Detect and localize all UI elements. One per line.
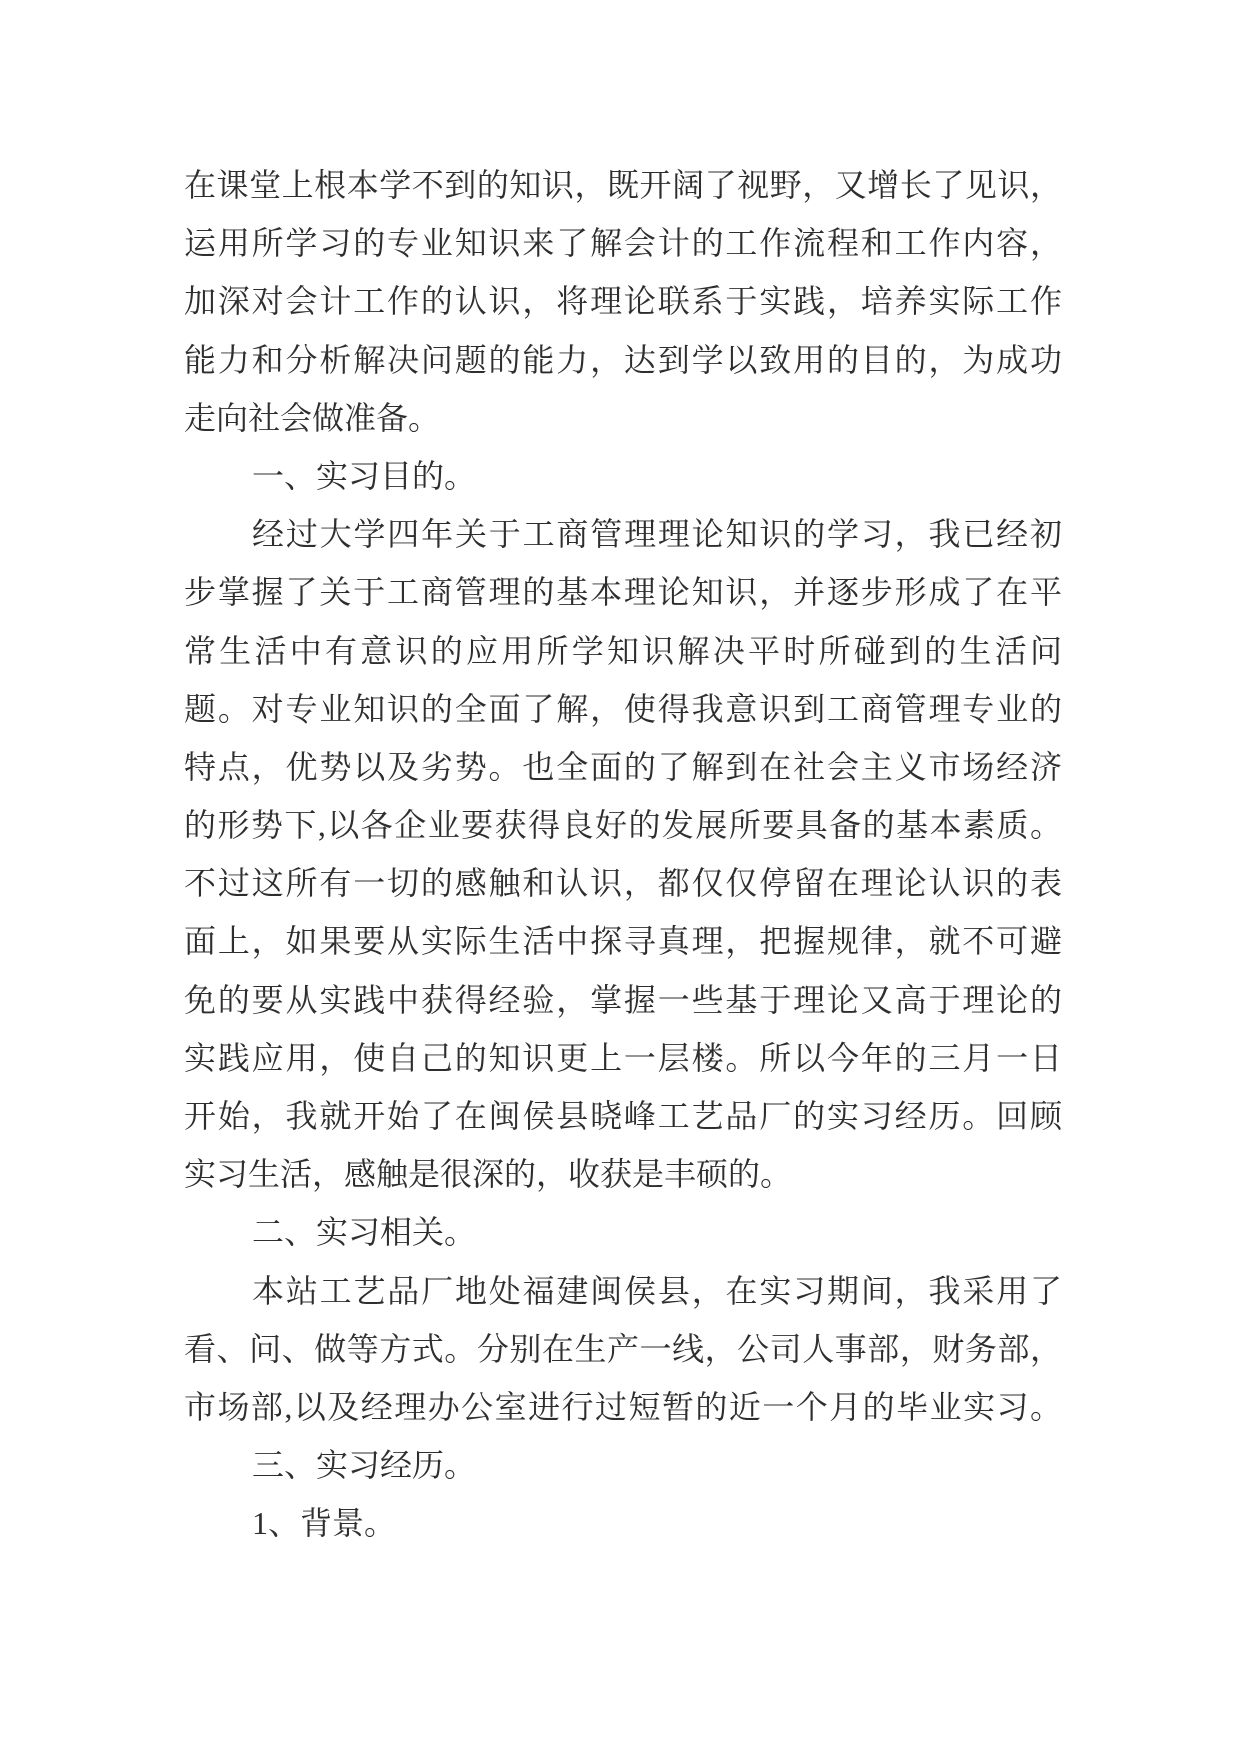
text-line: 本站工艺品厂地处福建闽侯县，在实习期间，我采用了 [252,1272,1062,1309]
text-line: 题。对专业知识的全面了解，使得我意识到工商管理专业的 [184,690,1062,727]
text-line: 经过大学四年关于工商管理理论知识的学习，我已经初 [252,516,1062,553]
heading-line: 三、实习经历。 [252,1447,477,1484]
text-line: 加深对会计工作的认识，将理论联系于实践，培养实际工作 [184,283,1062,320]
document-text-block [184,156,1062,1553]
text-line: 在课堂上根本学不到的知识，既开阔了视野，又增长了见识， [184,167,1062,203]
text-line: 开始，我就开始了在闽侯县晓峰工艺品厂的实习经历。回顾 [184,1098,1062,1134]
text-line: 的形势下,以各企业要获得良好的发展所要具备的基本素质。 [184,807,1062,844]
text-line: 运用所学习的专业知识来了解会计的工作流程和工作内容， [184,225,1062,262]
text-line: 能力和分析解决问题的能力，达到学以致用的目的，为成功 [184,341,1062,378]
heading-line: 二、实习相关。 [252,1214,477,1251]
text-line: 实习生活，感触是很深的，收获是丰硕的。 [184,1156,793,1193]
text-line: 实践应用，使自己的知识更上一层楼。所以今年的三月一日 [184,1039,1062,1076]
text-line: 免的要从实践中获得经验，掌握一些基于理论又高于理论的 [184,981,1062,1018]
text-line: 常生活中有意识的应用所学知识解决平时所碰到的生活问 [184,632,1062,669]
heading-line: 一、实习目的。 [252,457,477,494]
text-line: 不过这所有一切的感触和认识，都仅仅停留在理论认识的表 [184,865,1062,902]
text-line: 特点，优势以及劣势。也全面的了解到在社会主义市场经济 [184,748,1062,785]
text-line: 走向社会做准备。 [184,399,441,436]
text-line: 面上，如果要从实际生活中探寻真理，把握规律，就不可避 [184,923,1062,960]
text-line: 市场部,以及经理办公室进行过短暂的近一个月的毕业实习。 [184,1388,1062,1425]
heading-line: 1、背景。 [252,1505,397,1542]
text-line: 看、问、做等方式。分别在生产一线，公司人事部，财务部， [184,1330,1062,1367]
text-line: 步掌握了关于工商管理的基本理论知识，并逐步形成了在平 [184,574,1062,611]
